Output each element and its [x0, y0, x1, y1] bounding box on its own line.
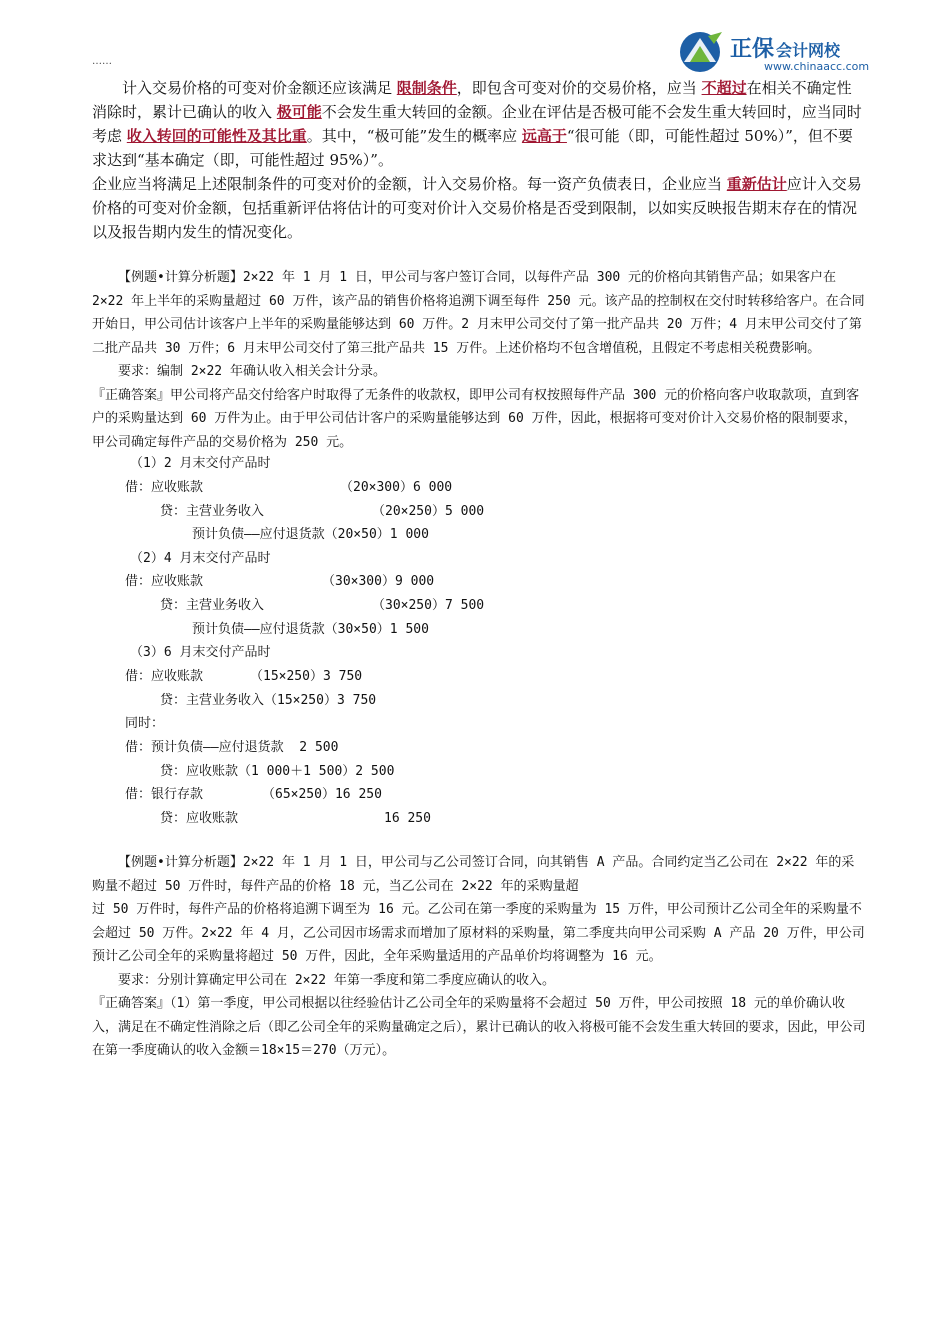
intro-paragraph-2: 企业应当将满足上述限制条件的可变对价的金额，计入交易价格。每一资产负债表日，企业应当 重新估计应计入交易价格的可变对价金额，包括重新评估将估计的可变对价计入交易价格是否受到限制，以如实反映报告期末存在的情况以及报告期内发生的情况变化。 — [92, 175, 862, 241]
example-2-requirement: 要求：分别计算确定甲公司在 2×22 年第一季度和第二季度应确认的收入。 — [118, 972, 555, 988]
keyword-much-higher: 远高于 — [521, 127, 567, 145]
entry-credit: 预计负债——应付退货款（20×50）1 000 — [192, 527, 429, 542]
keyword-reestimate: 重新估计 — [726, 175, 787, 193]
entry-debit: 借：应收账款 — [125, 480, 204, 495]
entry-amount: （20×300）6 000 — [340, 480, 453, 495]
entry-same-time: 同时： — [125, 716, 165, 731]
logo-url: www.chinaacc.com — [764, 60, 870, 73]
example-1 — [92, 266, 867, 454]
logo-sub: 会计网校 — [776, 41, 841, 60]
entry-credit: 贷：应收账款（1 000＋1 500）2 500 — [160, 764, 395, 779]
entry-debit: 借：预计负债——应付退货款 2 500 — [125, 740, 339, 755]
intro-section — [92, 76, 864, 244]
keyword-restriction: 限制条件 — [396, 79, 457, 97]
keyword-reversal-likelihood: 收入转回的可能性及其比重 — [126, 127, 307, 145]
entry-amount: （65×250）16 250 — [262, 787, 382, 802]
entry-credit: 贷：主营业务收入 — [160, 598, 265, 613]
entry-amount: 16 250 — [384, 811, 431, 826]
example-2-question-part-2: 过 50 万件时，每件产品的价格将追溯下调至为 16 元。乙公司在第一季度的采购量为 15 万件，甲公司预计乙公司全年的采购量不会超过 50 万件。2×22 年 4 月，乙公司因市场需求而增加了原材料的采购量，第二季度共向甲公司采购 A 产品 20 万件，甲公司预计乙公司全年的采购量将超过 50 万件，因此，全年采购量适用的产品单价均将调整为 16 元。 — [92, 902, 865, 964]
keyword-not-exceed: 不超过 — [701, 79, 747, 97]
keyword-highly-probable: 极可能 — [276, 103, 322, 121]
example-1-answer: 『正确答案』甲公司将产品交付给客户时取得了无条件的收款权，即甲公司有权按照每件产品 300 元的价格向客户收取款项，直到客户的采购量达到 60 万件为止。由于甲公司估计客户的采购量能够达到 60 万件，因此，根据将可变对价计入交易价格的限制要求，甲公司确定每件产品的交易价格为 250 元。 — [92, 387, 860, 450]
entry-amount: （30×250）7 500 — [372, 598, 485, 613]
entry-credit: 贷：应收账款 — [160, 811, 239, 826]
entry-credit: 贷：主营业务收入 — [160, 504, 265, 519]
entry-amount: （15×250）3 750 — [250, 669, 363, 684]
entry-debit: 借：应收账款 — [125, 574, 204, 589]
logo-brand: 正保 — [730, 37, 775, 62]
example-2-question-part-1: 【例题•计算分析题】2×22 年 1 月 1 日，甲公司与乙公司签订合同，向其销售 A 产品。合同约定当乙公司在 2×22 年的采购量不超过 50 万件时，每件产品的价格 18 元，当乙公司在 2×22 年的采购量超 — [92, 855, 855, 894]
entry-heading-2: （2）4 月末交付产品时 — [130, 551, 271, 566]
intro-paragraph-1: 计入交易价格的可变对价金额还应该满足 限制条件，即包含可变对价的交易价格，应当 不超过在相关不确定性消除时，累计已确认的收入 极可能不会发生重大转回的金额。企业在评估是否极可能不会发生重大转回时，应当同时考虑 收入转回的可能性及其比重。其中，“极可能”发生的概率应 远高于“很可能（即，可能性超过 50%）”，但不要求达到“基本确定（即，可能性超过 95%）”。 — [92, 79, 862, 169]
logo-text — [730, 32, 840, 63]
example-2-answer: 『正确答案』（1）第一季度，甲公司根据以往经验估计乙公司全年的采购量将不会超过 50 万件，甲公司按照 18 元的单价确认收入，满足在不确定性消除之后（即乙公司全年的采购量确定之后），累计已确认的收入将极可能不会发生重大转回的要求，因此，甲公司在第一季度确认的收入金额＝18×15＝270（万元）。 — [92, 996, 866, 1058]
example-1-question: 【例题•计算分析题】2×22 年 1 月 1 日，甲公司与客户签订合同，以每件产品 300 元的价格向其销售产品；如果客户在 2×22 年上半年的采购量超过 60 万件，该产品的销售价格将追溯下调至每件 250 元。该产品的控制权在交付时转移给客户。在合同开始日，甲公司估计该客户上半年的采购量能够达到 60 万件。2 月末甲公司交付了第一批产品共 20 万件；4 月末甲公司交付了第二批产品共 30 万件；6 月末甲公司交付了第三批产品共 15 万件。上述价格均不包含增值税，且假定不考虑相关税费影响。 — [92, 270, 865, 356]
entry-credit: 预计负债——应付退货款（30×50）1 500 — [192, 622, 429, 637]
entry-heading-3: （3）6 月末交付产品时 — [130, 645, 271, 660]
entry-debit: 借：应收账款 — [125, 669, 204, 684]
entry-amount: （30×300）9 000 — [322, 574, 435, 589]
example-2 — [92, 851, 867, 1063]
logo-emblem-icon — [678, 30, 726, 74]
example-1-requirement: 要求：编制 2×22 年确认收入相关会计分录。 — [118, 364, 386, 379]
entry-debit: 借：银行存款 — [125, 787, 204, 802]
entry-amount: （20×250）5 000 — [372, 504, 485, 519]
brand-logo — [678, 26, 878, 78]
entry-heading-1: （1）2 月末交付产品时 — [130, 456, 271, 471]
entry-credit: 贷：主营业务收入（15×250）3 750 — [160, 693, 377, 708]
top-fragment: …… — [92, 56, 112, 67]
